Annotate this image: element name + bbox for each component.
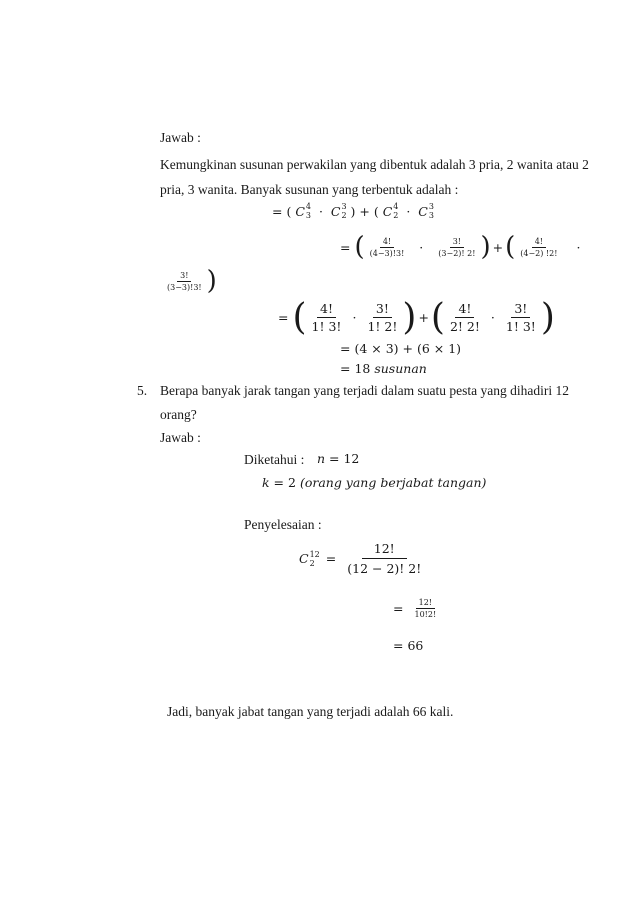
solution-eq-1 [299, 541, 426, 576]
eq1-c-d: C [418, 203, 428, 219]
equation-1 [272, 202, 434, 220]
paren-close: ) [480, 232, 491, 262]
equation-3 [278, 297, 555, 338]
solution-label: Penyelesaian : [244, 517, 322, 532]
equation-2 [340, 232, 580, 262]
eq2-fraction-2: $\frac{3!}{(3-2)! 2!}$ [438, 236, 476, 258]
answer-label-2: Jawab : [160, 430, 201, 445]
eq3-fraction-3: $\frac{4!}{2! 2!}$ [449, 301, 480, 334]
paren-open: ( [354, 232, 365, 262]
paren-close: ) [206, 266, 217, 296]
paren-open: ( [505, 232, 516, 262]
eq3-dot-1: · [352, 310, 357, 325]
given-n [317, 451, 359, 466]
eq3-fraction-4: $\frac{3!}{1! 3!}$ [505, 301, 536, 334]
paren-close: ) [402, 297, 417, 338]
sol-equals: = [325, 551, 337, 566]
eq3-plus: + [418, 310, 429, 325]
eq1-c-c-sup: 4 [393, 202, 399, 211]
eq1-mid: ) + ( [350, 203, 379, 219]
paren-close: ) [540, 297, 555, 338]
eq1-c-a: C [295, 203, 305, 219]
question-line-1: Berapa banyak jarak tangan yang terjadi dalam suatu pesta yang dihadiri 12 [160, 383, 569, 398]
solution-result: = 66 [393, 638, 424, 653]
paren-open: ( [292, 297, 307, 338]
eq2-fraction-1: $\frac{4!}{(4-3)!3!}$ [369, 236, 405, 258]
eq2-fraction-3: $\frac{4!}{(4-2) !2!}$ [520, 236, 558, 258]
eq3-fraction-2: $\frac{3!}{1! 2!}$ [367, 301, 398, 334]
eq2-dot-2: · [576, 239, 581, 255]
eq1-c-d-sup: 3 [428, 202, 434, 211]
var-k: k [262, 475, 270, 490]
eq1-open: = ( [272, 203, 292, 219]
sol-equals-2: = [393, 601, 404, 616]
eq1-c-a-sub: 3 [305, 211, 311, 220]
sol-c-sub: 2 [309, 558, 315, 568]
k-note: (orang yang berjabat tangan) [299, 475, 487, 490]
eq1-c-a-sup: 4 [305, 202, 311, 211]
sol-fraction-2: $\frac{12!}{10!2!}$ [414, 598, 437, 619]
eq1-c-b-sup: 3 [341, 202, 347, 211]
eq3-fraction-1: $\frac{4!}{1! 3!}$ [311, 301, 342, 334]
given-k [262, 475, 486, 490]
conclusion: Jadi, banyak jabat tangan yang terjadi adalah 66 kali. [167, 704, 454, 719]
eq1-dot-2: · [406, 203, 411, 219]
eq1-dot-1: · [318, 203, 323, 219]
eq3-dot-2: · [490, 310, 495, 325]
sol-c-sup: 12 [309, 549, 320, 559]
eq3-equals: = [278, 310, 289, 325]
eq2-fraction-4: $\frac{3!}{(3-3)!3!}$ [167, 270, 202, 292]
paragraph-line-1: Kemungkinan susunan perwakilan yang dibentuk adalah 3 pria, 2 wanita atau 2 [160, 157, 589, 172]
eq1-c-c: C [382, 203, 393, 219]
eq2-plus: + [492, 239, 504, 255]
eq2-dot-1: · [419, 239, 424, 255]
question-line-2: orang? [160, 407, 197, 422]
eq1-c-b-sub: 2 [341, 211, 347, 220]
equation-5 [340, 361, 427, 376]
paragraph-line-2: pria, 3 wanita. Banyak susunan yang terbentuk adalah : [160, 182, 459, 197]
eq5-value: = 18 [340, 361, 371, 376]
sol-c: C [299, 551, 309, 566]
equation-4: = (4 × 3) + (6 × 1) [340, 341, 462, 356]
eq5-unit: susunan [374, 361, 427, 376]
equation-2-continued [162, 266, 217, 296]
eq2-equals: = [340, 239, 351, 255]
eq1-c-d-sub: 3 [428, 211, 434, 220]
n-value: = 12 [325, 451, 360, 466]
question-number: 5. [137, 383, 148, 398]
given-label: Diketahui : [244, 452, 305, 467]
solution-eq-2 [393, 598, 441, 619]
sol-fraction: $\frac{12!}{(12 - 2)! 2!}$ [347, 541, 422, 576]
k-value: = 2 [269, 475, 300, 490]
var-n: n [317, 451, 326, 466]
eq1-c-c-sub: 2 [393, 211, 399, 220]
paren-open: ( [430, 297, 445, 338]
eq1-c-b: C [330, 203, 341, 219]
answer-label: Jawab : [160, 130, 201, 145]
